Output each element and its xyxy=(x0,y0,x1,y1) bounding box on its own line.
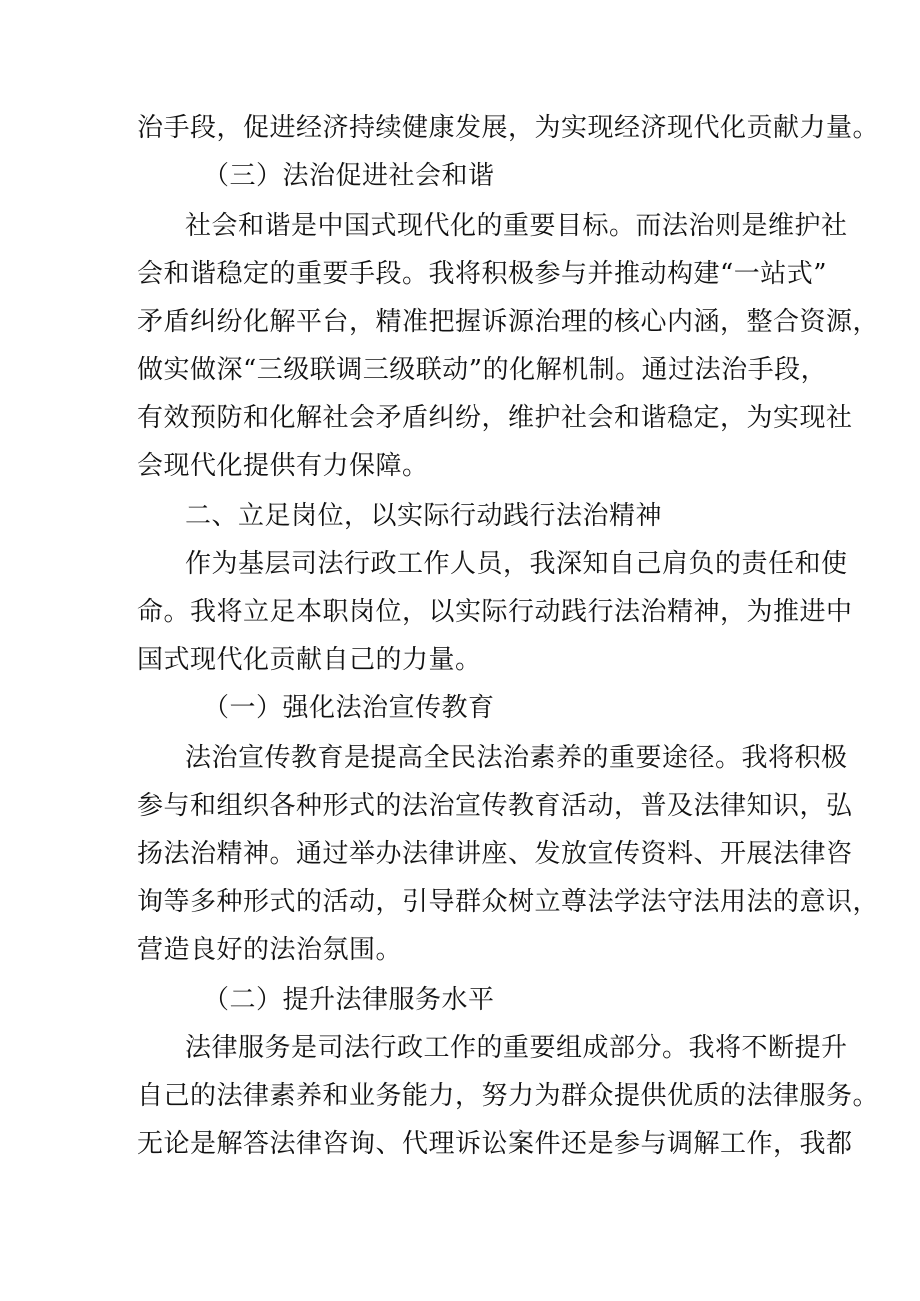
paragraph-line: 国式现代化贡献自己的力量。 xyxy=(137,645,482,675)
paragraph-line: 作为基层司法行政工作人员，我深知自己肩负的责任和使 xyxy=(185,549,848,579)
paragraph-line: 法律服务是司法行政工作的重要组成部分。我将不断提升 xyxy=(185,1033,848,1063)
paragraph-line: 会现代化提供有力保障。 xyxy=(137,451,429,481)
section-heading: （二）提升法律服务水平 xyxy=(203,985,495,1015)
paragraph-line: 会和谐稳定的重要手段。我将积极参与并推动构建“一站式” xyxy=(137,259,828,289)
paragraph-line: 治手段，促进经济持续健康发展，为实现经济现代化贡献力量。 xyxy=(137,113,880,143)
paragraph-line: 社会和谐是中国式现代化的重要目标。而法治则是维护社 xyxy=(185,211,848,241)
paragraph-line: 有效预防和化解社会矛盾纠纷，维护社会和谐稳定，为实现社 xyxy=(137,403,853,433)
paragraph-line: 自己的法律素养和业务能力，努力为群众提供优质的法律服务。 xyxy=(137,1081,880,1111)
section-heading: （三）法治促进社会和谐 xyxy=(203,161,495,191)
paragraph-line: 询等多种形式的活动，引导群众树立尊法学法守法用法的意识， xyxy=(137,887,880,917)
section-heading: （一）强化法治宣传教育 xyxy=(203,693,495,723)
paragraph-line: 营造良好的法治氛围。 xyxy=(137,935,403,965)
paragraph-line: 法治宣传教育是提高全民法治素养的重要途径。我将积极 xyxy=(185,743,848,773)
chapter-heading: 二、立足岗位，以实际行动践行法治精神 xyxy=(185,501,663,531)
paragraph-line: 做实做深“三级联调三级联动”的化解机制。通过法治手段， xyxy=(137,355,828,385)
paragraph-line: 扬法治精神。通过举办法律讲座、发放宣传资料、开展法律咨 xyxy=(137,839,853,869)
paragraph-line: 矛盾纠纷化解平台，精准把握诉源治理的核心内涵，整合资源， xyxy=(137,307,880,337)
paragraph-line: 参与和组织各种形式的法治宣传教育活动，普及法律知识，弘 xyxy=(137,791,853,821)
paragraph-line: 命。我将立足本职岗位，以实际行动践行法治精神，为推进中 xyxy=(137,597,853,627)
paragraph-line: 无论是解答法律咨询、代理诉讼案件还是参与调解工作，我都 xyxy=(137,1129,853,1159)
